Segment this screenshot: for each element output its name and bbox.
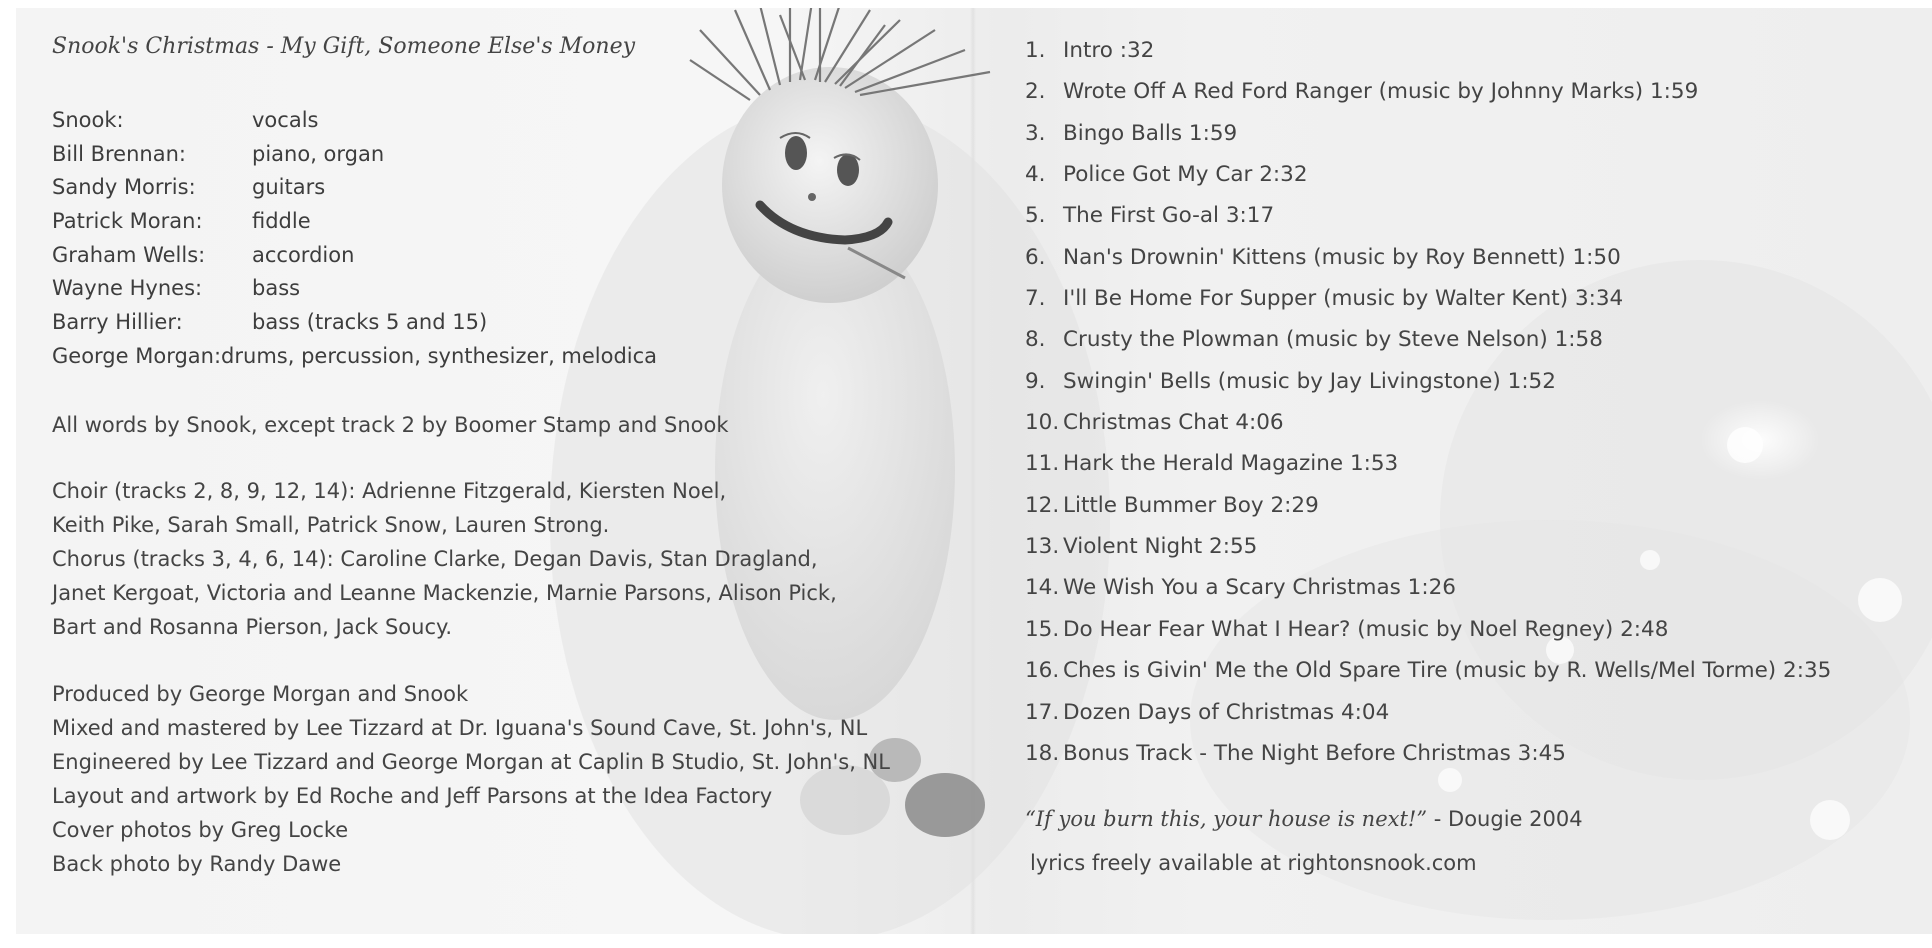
scan-border-left: [0, 0, 16, 948]
track-item: [1025, 241, 1831, 282]
track-item: [1025, 282, 1831, 323]
twig-hair: [690, 0, 990, 100]
production-line: Mixed and mastered by Lee Tizzard at Dr. Iguana's Sound Cave, St. John's, NL: [52, 716, 868, 740]
track-number: 8.: [1025, 327, 1046, 353]
track-number: 11.: [1025, 451, 1060, 477]
credit-role: fiddle: [252, 209, 311, 234]
track-number: 14.: [1025, 575, 1060, 601]
track-item: [1025, 323, 1831, 364]
track-title: The First Go-al 3:17: [1063, 203, 1275, 229]
track-item: [1025, 571, 1831, 612]
credit-role: accordion: [252, 242, 355, 267]
track-title: Crusty the Plowman (music by Steve Nelson) 1:58: [1063, 327, 1603, 353]
track-item: [1025, 158, 1831, 199]
snowman-eye-left: [785, 136, 807, 170]
track-title: Violent Night 2:55: [1063, 534, 1258, 560]
production-line: Engineered by Lee Tizzard and George Morgan at Caplin B Studio, St. John's, NL: [52, 750, 890, 774]
snowman-nose: [808, 193, 816, 201]
track-item: [1025, 737, 1831, 778]
credit-row: [52, 205, 652, 239]
quote: [1025, 804, 1583, 834]
lyrics-note: lyrics freely available at rightonsnook.com: [1030, 851, 1477, 875]
production-line: Layout and artwork by Ed Roche and Jeff Parsons at the Idea Factory: [52, 784, 773, 808]
track-title: Wrote Off A Red Ford Ranger (music by Johnny Marks) 1:59: [1063, 79, 1699, 105]
track-number: 16.: [1025, 658, 1060, 684]
credit-name: Patrick Moran:: [52, 209, 203, 234]
choir-line: Choir (tracks 2, 8, 9, 12, 14): Adrienne Fitzgerald, Kiersten Noel,: [52, 479, 727, 503]
track-item: [1025, 406, 1831, 447]
track-title: Police Got My Car 2:32: [1063, 162, 1308, 188]
scan-border-bottom: [0, 934, 1932, 948]
production-credits: [52, 677, 890, 881]
track-list: [1025, 34, 1831, 778]
track-item: [1025, 530, 1831, 571]
production-line: Cover photos by Greg Locke: [52, 818, 349, 842]
credit-role: guitars: [252, 175, 326, 200]
credit-role: bass (tracks 5 and 15): [252, 310, 488, 335]
track-item: [1025, 489, 1831, 530]
track-number: 7.: [1025, 286, 1046, 312]
choir-line: Bart and Rosanna Pierson, Jack Soucy.: [52, 615, 453, 639]
credit-row: [52, 104, 652, 138]
track-number: 1.: [1025, 38, 1046, 63]
credit-role: piano, organ: [252, 141, 385, 166]
track-number: 12.: [1025, 492, 1060, 518]
quote-text: “If you burn this, your house is next!”: [1025, 807, 1428, 831]
track-title: Intro :32: [1063, 38, 1155, 63]
choir-line: Keith Pike, Sarah Small, Patrick Snow, Lauren Strong.: [52, 513, 610, 537]
snowman-eye-right: [837, 154, 859, 186]
credit-name: George Morgan:: [52, 343, 222, 368]
credit-name: Graham Wells:: [52, 242, 206, 267]
credit-name: Barry Hillier:: [52, 310, 183, 335]
credit-row: [52, 340, 658, 374]
track-number: 4.: [1025, 162, 1046, 188]
track-title: Bingo Balls 1:59: [1063, 120, 1238, 146]
track-item: [1025, 75, 1831, 116]
track-number: 10.: [1025, 410, 1060, 436]
credit-role: bass: [252, 276, 301, 301]
track-item: [1025, 34, 1831, 75]
track-item: [1025, 447, 1831, 488]
track-title: Do Hear Fear What I Hear? (music by Noel Regney) 2:48: [1063, 616, 1669, 642]
track-number: 17.: [1025, 699, 1060, 725]
credit-row: [52, 171, 652, 205]
credit-row: [52, 306, 652, 340]
track-item: [1025, 654, 1831, 695]
track-number: 15.: [1025, 616, 1060, 642]
track-item: [1025, 117, 1831, 158]
album-title: Snook's Christmas - My Gift, Someone Else's Money: [52, 34, 636, 59]
track-title: Bonus Track - The Night Before Christmas 3:45: [1063, 740, 1566, 766]
snowman-head: [722, 67, 938, 303]
track-item: [1025, 696, 1831, 737]
credit-row: [52, 138, 652, 172]
credit-name: Sandy Morris:: [52, 175, 196, 200]
track-title: Ches is Givin' Me the Old Spare Tire (music by R. Wells/Mel Torme) 2:35: [1063, 658, 1832, 684]
credit-role: vocals: [252, 108, 319, 132]
track-number: 18.: [1025, 740, 1060, 766]
credit-role: drums, percussion, synthesizer, melodica: [221, 343, 658, 368]
choir-line: Janet Kergoat, Victoria and Leanne Mackenzie, Marnie Parsons, Alison Pick,: [52, 581, 837, 605]
track-title: Nan's Drownin' Kittens (music by Roy Bennett) 1:50: [1063, 244, 1621, 270]
credit-name: Bill Brennan:: [52, 141, 186, 166]
track-number: 3.: [1025, 120, 1046, 146]
track-number: 13.: [1025, 534, 1060, 560]
quote-attribution: - Dougie 2004: [1427, 807, 1583, 831]
pine-cone: [905, 773, 985, 837]
choir-credits: [52, 474, 837, 644]
track-item: [1025, 613, 1831, 654]
track-item: [1025, 365, 1831, 406]
track-title: We Wish You a Scary Christmas 1:26: [1063, 575, 1456, 601]
production-line: Back photo by Randy Dawe: [52, 852, 342, 876]
credit-name: Snook:: [52, 108, 124, 132]
credit-row: [52, 239, 652, 273]
credit-name: Wayne Hynes:: [52, 276, 203, 301]
track-number: 2.: [1025, 79, 1046, 105]
track-item: [1025, 199, 1831, 240]
track-number: 9.: [1025, 368, 1046, 394]
track-number: 6.: [1025, 244, 1046, 270]
choir-line: Chorus (tracks 3, 4, 6, 14): Caroline Clarke, Degan Davis, Stan Dragland,: [52, 547, 818, 571]
track-title: Little Bummer Boy 2:29: [1063, 492, 1319, 518]
track-title: I'll Be Home For Supper (music by Walter Kent) 3:34: [1063, 286, 1624, 312]
musician-credits: [52, 104, 658, 374]
track-title: Dozen Days of Christmas 4:04: [1063, 699, 1390, 725]
track-title: Christmas Chat 4:06: [1063, 410, 1284, 436]
scan-border-top: [0, 0, 1932, 8]
production-line: Produced by George Morgan and Snook: [52, 682, 469, 706]
credit-row: [52, 272, 652, 306]
track-title: Hark the Herald Magazine 1:53: [1063, 451, 1399, 477]
track-title: Swingin' Bells (music by Jay Livingstone) 1:52: [1063, 368, 1556, 394]
track-number: 5.: [1025, 203, 1046, 229]
words-credit: All words by Snook, except track 2 by Boomer Stamp and Snook: [52, 413, 729, 437]
